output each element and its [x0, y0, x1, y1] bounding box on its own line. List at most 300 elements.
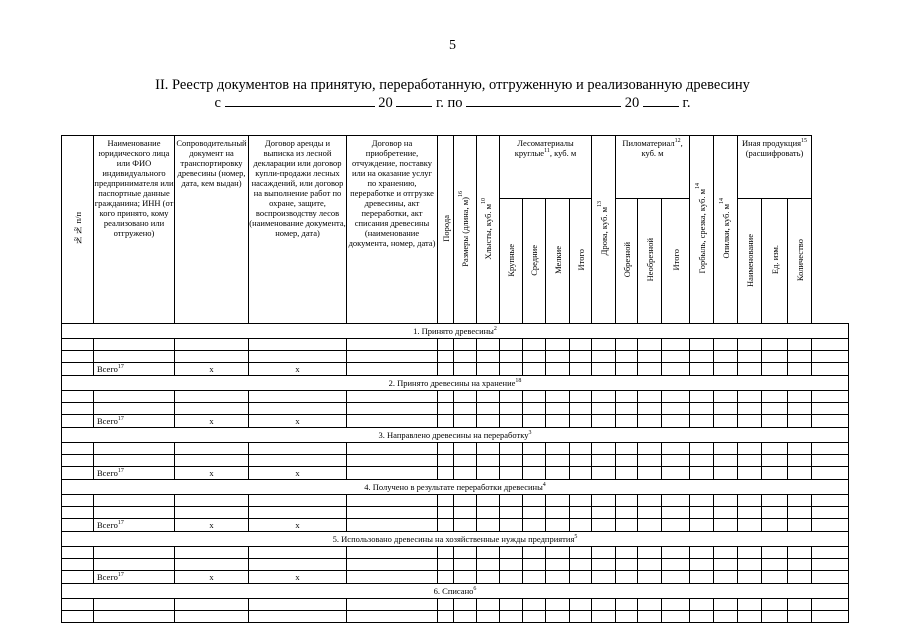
entry-cell[interactable]	[570, 363, 592, 376]
entry-cell[interactable]	[62, 495, 94, 507]
entry-cell[interactable]	[500, 611, 523, 623]
entry-cell[interactable]	[812, 507, 849, 519]
entry-cell[interactable]	[714, 351, 738, 363]
entry-cell[interactable]	[175, 599, 249, 611]
entry-cell[interactable]	[616, 351, 638, 363]
entry-cell[interactable]	[546, 403, 570, 415]
entry-cell[interactable]	[62, 467, 94, 480]
entry-cell[interactable]	[616, 611, 638, 623]
entry-cell[interactable]	[788, 415, 812, 428]
entry-cell[interactable]	[523, 443, 546, 455]
entry-cell[interactable]	[94, 403, 175, 415]
entry-cell[interactable]	[616, 467, 638, 480]
entry-cell[interactable]	[690, 467, 714, 480]
entry-cell[interactable]	[616, 339, 638, 351]
entry-cell[interactable]	[592, 415, 616, 428]
entry-cell[interactable]	[570, 507, 592, 519]
entry-cell[interactable]	[592, 339, 616, 351]
entry-cell[interactable]	[477, 559, 500, 571]
entry-cell[interactable]	[812, 495, 849, 507]
entry-cell[interactable]	[94, 599, 175, 611]
entry-cell[interactable]	[592, 391, 616, 403]
entry-cell[interactable]	[762, 599, 788, 611]
entry-cell[interactable]	[438, 599, 454, 611]
entry-cell[interactable]	[438, 507, 454, 519]
entry-cell[interactable]	[738, 467, 762, 480]
entry-cell[interactable]	[438, 339, 454, 351]
entry-cell[interactable]	[638, 547, 662, 559]
entry-cell[interactable]	[788, 403, 812, 415]
entry-cell[interactable]	[616, 415, 638, 428]
entry-cell[interactable]	[638, 351, 662, 363]
entry-cell[interactable]	[94, 495, 175, 507]
entry-cell[interactable]	[662, 495, 690, 507]
entry-cell[interactable]	[62, 415, 94, 428]
entry-cell[interactable]	[638, 507, 662, 519]
entry-cell[interactable]	[592, 351, 616, 363]
entry-cell[interactable]	[523, 363, 546, 376]
entry-cell[interactable]	[714, 507, 738, 519]
entry-cell[interactable]	[438, 455, 454, 467]
entry-cell[interactable]	[762, 415, 788, 428]
entry-cell[interactable]	[477, 415, 500, 428]
entry-cell[interactable]	[738, 611, 762, 623]
entry-cell[interactable]	[438, 571, 454, 584]
entry-cell[interactable]	[690, 403, 714, 415]
entry-cell[interactable]	[662, 519, 690, 532]
entry-cell[interactable]	[738, 403, 762, 415]
entry-cell[interactable]	[546, 571, 570, 584]
entry-cell[interactable]	[477, 571, 500, 584]
entry-cell[interactable]	[638, 443, 662, 455]
entry-cell[interactable]	[477, 443, 500, 455]
entry-cell[interactable]	[714, 443, 738, 455]
entry-cell[interactable]	[94, 351, 175, 363]
entry-cell[interactable]	[690, 519, 714, 532]
entry-cell[interactable]	[570, 495, 592, 507]
entry-cell[interactable]	[662, 351, 690, 363]
entry-cell[interactable]	[546, 391, 570, 403]
entry-cell[interactable]	[690, 571, 714, 584]
entry-cell[interactable]	[662, 507, 690, 519]
entry-cell[interactable]	[94, 391, 175, 403]
entry-cell[interactable]	[454, 391, 477, 403]
entry-cell[interactable]	[812, 403, 849, 415]
entry-cell[interactable]	[249, 495, 347, 507]
entry-cell[interactable]	[762, 351, 788, 363]
entry-cell[interactable]	[690, 339, 714, 351]
entry-cell[interactable]	[616, 403, 638, 415]
entry-cell[interactable]	[546, 455, 570, 467]
entry-cell[interactable]	[690, 599, 714, 611]
entry-cell[interactable]	[249, 611, 347, 623]
entry-cell[interactable]	[738, 339, 762, 351]
entry-cell[interactable]	[62, 571, 94, 584]
entry-cell[interactable]	[714, 467, 738, 480]
entry-cell[interactable]	[454, 467, 477, 480]
entry-cell[interactable]	[175, 351, 249, 363]
entry-cell[interactable]	[714, 415, 738, 428]
entry-cell[interactable]	[714, 571, 738, 584]
entry-cell[interactable]	[175, 403, 249, 415]
entry-cell[interactable]	[762, 339, 788, 351]
entry-cell[interactable]	[500, 559, 523, 571]
entry-cell[interactable]	[454, 495, 477, 507]
entry-cell[interactable]	[570, 559, 592, 571]
entry-cell[interactable]	[616, 507, 638, 519]
entry-cell[interactable]	[714, 611, 738, 623]
entry-cell[interactable]	[762, 403, 788, 415]
entry-cell[interactable]	[738, 559, 762, 571]
entry-cell[interactable]	[500, 443, 523, 455]
entry-cell[interactable]	[714, 403, 738, 415]
entry-cell[interactable]	[347, 363, 438, 376]
entry-cell[interactable]	[249, 559, 347, 571]
entry-cell[interactable]	[438, 443, 454, 455]
entry-cell[interactable]	[62, 351, 94, 363]
entry-cell[interactable]	[347, 391, 438, 403]
entry-cell[interactable]	[347, 403, 438, 415]
entry-cell[interactable]	[477, 403, 500, 415]
entry-cell[interactable]	[714, 599, 738, 611]
entry-cell[interactable]	[812, 443, 849, 455]
entry-cell[interactable]	[570, 415, 592, 428]
entry-cell[interactable]	[738, 351, 762, 363]
entry-cell[interactable]	[94, 559, 175, 571]
entry-cell[interactable]	[762, 443, 788, 455]
entry-cell[interactable]	[638, 559, 662, 571]
entry-cell[interactable]	[762, 455, 788, 467]
entry-cell[interactable]	[812, 611, 849, 623]
entry-cell[interactable]	[738, 415, 762, 428]
entry-cell[interactable]	[690, 443, 714, 455]
entry-cell[interactable]	[62, 443, 94, 455]
entry-cell[interactable]	[175, 455, 249, 467]
entry-cell[interactable]	[690, 547, 714, 559]
entry-cell[interactable]	[347, 351, 438, 363]
entry-cell[interactable]	[592, 467, 616, 480]
entry-cell[interactable]	[638, 339, 662, 351]
entry-cell[interactable]	[175, 391, 249, 403]
entry-cell[interactable]	[638, 467, 662, 480]
entry-cell[interactable]	[570, 467, 592, 480]
entry-cell[interactable]	[592, 599, 616, 611]
entry-cell[interactable]	[616, 495, 638, 507]
entry-cell[interactable]	[249, 339, 347, 351]
entry-cell[interactable]	[638, 519, 662, 532]
entry-cell[interactable]	[812, 559, 849, 571]
entry-cell[interactable]	[175, 495, 249, 507]
entry-cell[interactable]	[523, 571, 546, 584]
entry-cell[interactable]	[662, 599, 690, 611]
entry-cell[interactable]	[762, 547, 788, 559]
entry-cell[interactable]	[62, 547, 94, 559]
entry-cell[interactable]	[714, 391, 738, 403]
entry-cell[interactable]	[249, 547, 347, 559]
entry-cell[interactable]	[477, 363, 500, 376]
entry-cell[interactable]	[638, 571, 662, 584]
entry-cell[interactable]	[546, 415, 570, 428]
entry-cell[interactable]	[454, 403, 477, 415]
entry-cell[interactable]	[523, 403, 546, 415]
entry-cell[interactable]	[523, 455, 546, 467]
entry-cell[interactable]	[500, 391, 523, 403]
entry-cell[interactable]	[690, 611, 714, 623]
year-to-field[interactable]	[643, 94, 679, 107]
entry-cell[interactable]	[546, 339, 570, 351]
entry-cell[interactable]	[788, 391, 812, 403]
entry-cell[interactable]	[662, 571, 690, 584]
entry-cell[interactable]	[175, 507, 249, 519]
entry-cell[interactable]	[788, 547, 812, 559]
entry-cell[interactable]	[690, 455, 714, 467]
entry-cell[interactable]	[570, 339, 592, 351]
entry-cell[interactable]	[347, 443, 438, 455]
entry-cell[interactable]	[812, 547, 849, 559]
entry-cell[interactable]	[714, 363, 738, 376]
entry-cell[interactable]	[454, 559, 477, 571]
entry-cell[interactable]	[500, 571, 523, 584]
entry-cell[interactable]	[738, 443, 762, 455]
entry-cell[interactable]	[62, 403, 94, 415]
entry-cell[interactable]	[477, 599, 500, 611]
entry-cell[interactable]	[62, 339, 94, 351]
entry-cell[interactable]	[738, 391, 762, 403]
entry-cell[interactable]	[812, 519, 849, 532]
entry-cell[interactable]	[523, 351, 546, 363]
entry-cell[interactable]	[347, 519, 438, 532]
entry-cell[interactable]	[477, 495, 500, 507]
entry-cell[interactable]	[662, 611, 690, 623]
entry-cell[interactable]	[454, 339, 477, 351]
entry-cell[interactable]	[592, 507, 616, 519]
entry-cell[interactable]	[638, 611, 662, 623]
entry-cell[interactable]	[62, 391, 94, 403]
entry-cell[interactable]	[347, 467, 438, 480]
entry-cell[interactable]	[592, 559, 616, 571]
year-from-field[interactable]	[396, 94, 432, 107]
entry-cell[interactable]	[788, 571, 812, 584]
entry-cell[interactable]	[570, 547, 592, 559]
entry-cell[interactable]	[347, 559, 438, 571]
entry-cell[interactable]	[592, 443, 616, 455]
entry-cell[interactable]	[616, 443, 638, 455]
entry-cell[interactable]	[616, 599, 638, 611]
entry-cell[interactable]	[690, 559, 714, 571]
entry-cell[interactable]	[546, 351, 570, 363]
entry-cell[interactable]	[523, 339, 546, 351]
entry-cell[interactable]	[570, 403, 592, 415]
entry-cell[interactable]	[477, 391, 500, 403]
entry-cell[interactable]	[523, 415, 546, 428]
entry-cell[interactable]	[714, 339, 738, 351]
entry-cell[interactable]	[347, 599, 438, 611]
entry-cell[interactable]	[438, 363, 454, 376]
entry-cell[interactable]	[592, 455, 616, 467]
entry-cell[interactable]	[500, 403, 523, 415]
entry-cell[interactable]	[249, 403, 347, 415]
entry-cell[interactable]	[523, 495, 546, 507]
entry-cell[interactable]	[438, 415, 454, 428]
entry-cell[interactable]	[638, 495, 662, 507]
entry-cell[interactable]	[454, 351, 477, 363]
entry-cell[interactable]	[788, 455, 812, 467]
date-from-field[interactable]	[225, 94, 375, 107]
entry-cell[interactable]	[616, 519, 638, 532]
entry-cell[interactable]	[690, 495, 714, 507]
entry-cell[interactable]	[454, 519, 477, 532]
entry-cell[interactable]	[738, 507, 762, 519]
entry-cell[interactable]	[546, 519, 570, 532]
entry-cell[interactable]	[175, 339, 249, 351]
entry-cell[interactable]	[249, 443, 347, 455]
entry-cell[interactable]	[662, 403, 690, 415]
entry-cell[interactable]	[249, 507, 347, 519]
entry-cell[interactable]	[690, 507, 714, 519]
entry-cell[interactable]	[438, 547, 454, 559]
entry-cell[interactable]	[592, 611, 616, 623]
entry-cell[interactable]	[738, 547, 762, 559]
entry-cell[interactable]	[592, 363, 616, 376]
entry-cell[interactable]	[523, 547, 546, 559]
entry-cell[interactable]	[546, 495, 570, 507]
entry-cell[interactable]	[762, 467, 788, 480]
entry-cell[interactable]	[570, 519, 592, 532]
entry-cell[interactable]	[738, 599, 762, 611]
entry-cell[interactable]	[788, 443, 812, 455]
entry-cell[interactable]	[690, 415, 714, 428]
entry-cell[interactable]	[62, 559, 94, 571]
entry-cell[interactable]	[94, 443, 175, 455]
entry-cell[interactable]	[477, 467, 500, 480]
entry-cell[interactable]	[500, 599, 523, 611]
entry-cell[interactable]	[714, 495, 738, 507]
entry-cell[interactable]	[638, 599, 662, 611]
entry-cell[interactable]	[62, 519, 94, 532]
entry-cell[interactable]	[438, 559, 454, 571]
entry-cell[interactable]	[500, 415, 523, 428]
entry-cell[interactable]	[592, 403, 616, 415]
entry-cell[interactable]	[500, 455, 523, 467]
entry-cell[interactable]	[62, 507, 94, 519]
entry-cell[interactable]	[662, 339, 690, 351]
entry-cell[interactable]	[438, 519, 454, 532]
entry-cell[interactable]	[249, 599, 347, 611]
entry-cell[interactable]	[438, 351, 454, 363]
entry-cell[interactable]	[812, 415, 849, 428]
entry-cell[interactable]	[714, 455, 738, 467]
entry-cell[interactable]	[812, 363, 849, 376]
entry-cell[interactable]	[592, 547, 616, 559]
entry-cell[interactable]	[500, 519, 523, 532]
entry-cell[interactable]	[812, 599, 849, 611]
entry-cell[interactable]	[500, 339, 523, 351]
entry-cell[interactable]	[812, 339, 849, 351]
entry-cell[interactable]	[62, 455, 94, 467]
entry-cell[interactable]	[738, 519, 762, 532]
entry-cell[interactable]	[546, 599, 570, 611]
entry-cell[interactable]	[175, 547, 249, 559]
entry-cell[interactable]	[638, 363, 662, 376]
entry-cell[interactable]	[500, 351, 523, 363]
entry-cell[interactable]	[788, 363, 812, 376]
entry-cell[interactable]	[454, 415, 477, 428]
entry-cell[interactable]	[347, 571, 438, 584]
entry-cell[interactable]	[454, 599, 477, 611]
entry-cell[interactable]	[616, 455, 638, 467]
entry-cell[interactable]	[638, 403, 662, 415]
entry-cell[interactable]	[738, 571, 762, 584]
entry-cell[interactable]	[500, 495, 523, 507]
entry-cell[interactable]	[616, 391, 638, 403]
entry-cell[interactable]	[762, 611, 788, 623]
entry-cell[interactable]	[454, 611, 477, 623]
entry-cell[interactable]	[714, 519, 738, 532]
entry-cell[interactable]	[94, 339, 175, 351]
entry-cell[interactable]	[500, 547, 523, 559]
entry-cell[interactable]	[454, 443, 477, 455]
entry-cell[interactable]	[812, 455, 849, 467]
entry-cell[interactable]	[94, 507, 175, 519]
entry-cell[interactable]	[570, 571, 592, 584]
entry-cell[interactable]	[477, 339, 500, 351]
entry-cell[interactable]	[175, 611, 249, 623]
entry-cell[interactable]	[570, 611, 592, 623]
entry-cell[interactable]	[616, 571, 638, 584]
entry-cell[interactable]	[812, 467, 849, 480]
entry-cell[interactable]	[738, 363, 762, 376]
entry-cell[interactable]	[477, 507, 500, 519]
entry-cell[interactable]	[662, 363, 690, 376]
entry-cell[interactable]	[347, 611, 438, 623]
entry-cell[interactable]	[690, 363, 714, 376]
entry-cell[interactable]	[570, 455, 592, 467]
entry-cell[interactable]	[592, 519, 616, 532]
entry-cell[interactable]	[762, 507, 788, 519]
entry-cell[interactable]	[662, 467, 690, 480]
entry-cell[interactable]	[762, 495, 788, 507]
entry-cell[interactable]	[454, 507, 477, 519]
entry-cell[interactable]	[438, 495, 454, 507]
entry-cell[interactable]	[500, 507, 523, 519]
entry-cell[interactable]	[546, 507, 570, 519]
entry-cell[interactable]	[454, 547, 477, 559]
entry-cell[interactable]	[62, 363, 94, 376]
entry-cell[interactable]	[500, 363, 523, 376]
entry-cell[interactable]	[477, 547, 500, 559]
entry-cell[interactable]	[788, 519, 812, 532]
entry-cell[interactable]	[662, 547, 690, 559]
entry-cell[interactable]	[347, 415, 438, 428]
entry-cell[interactable]	[546, 547, 570, 559]
entry-cell[interactable]	[788, 339, 812, 351]
entry-cell[interactable]	[175, 443, 249, 455]
entry-cell[interactable]	[94, 455, 175, 467]
entry-cell[interactable]	[546, 559, 570, 571]
entry-cell[interactable]	[347, 495, 438, 507]
entry-cell[interactable]	[523, 599, 546, 611]
entry-cell[interactable]	[570, 391, 592, 403]
entry-cell[interactable]	[523, 391, 546, 403]
entry-cell[interactable]	[812, 351, 849, 363]
entry-cell[interactable]	[638, 391, 662, 403]
entry-cell[interactable]	[812, 571, 849, 584]
entry-cell[interactable]	[690, 391, 714, 403]
entry-cell[interactable]	[249, 351, 347, 363]
entry-cell[interactable]	[788, 599, 812, 611]
entry-cell[interactable]	[616, 547, 638, 559]
entry-cell[interactable]	[347, 339, 438, 351]
